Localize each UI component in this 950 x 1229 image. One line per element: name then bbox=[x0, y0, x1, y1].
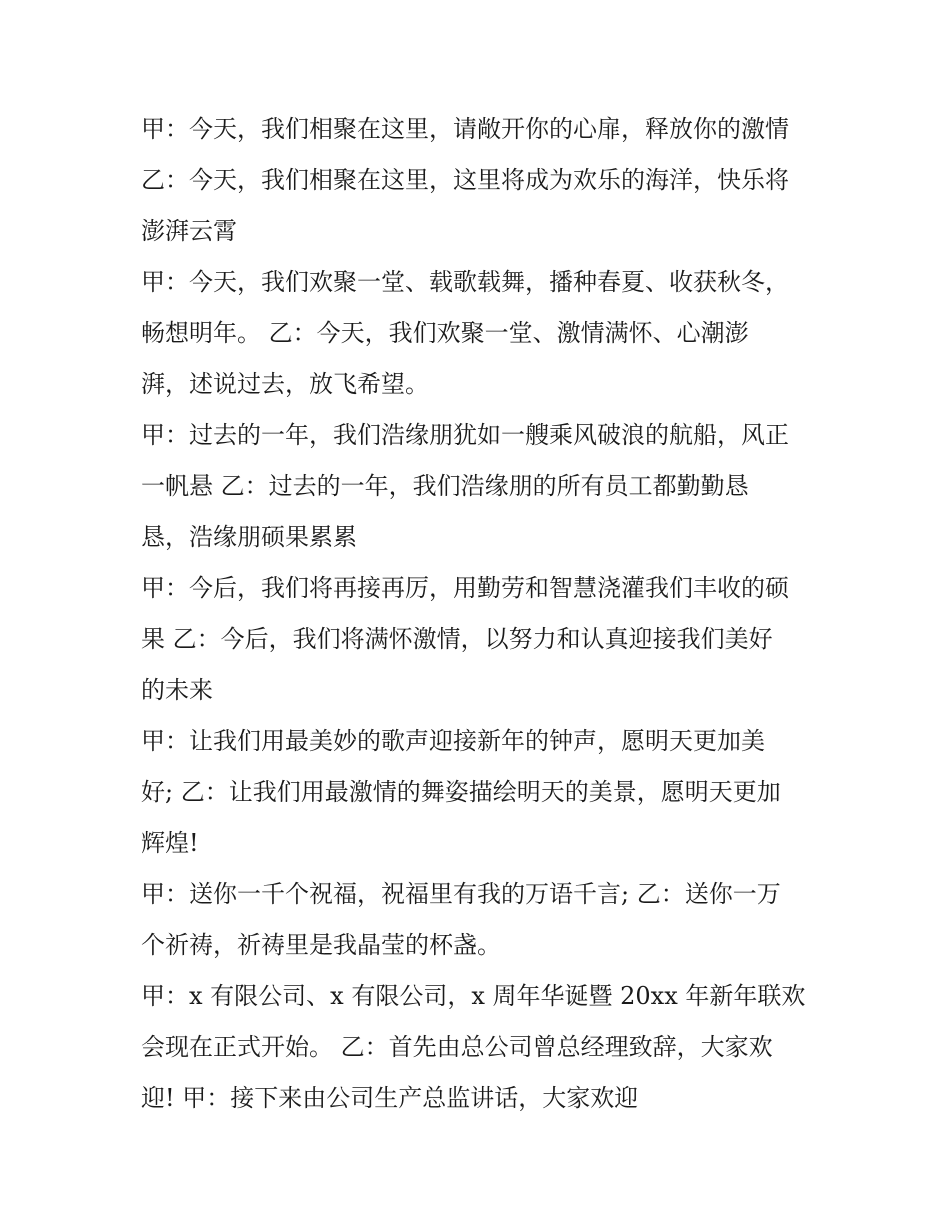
text-line: 一帆悬 乙：过去的一年，我们浩缘朋的所有员工都勤勤恳 bbox=[141, 472, 749, 500]
text-line: 果 乙：今后，我们将满怀激情，以努力和认真迎接我们美好 bbox=[141, 625, 773, 653]
text-line: 澎湃云霄 bbox=[141, 217, 237, 245]
text-line: 甲：今天，我们欢聚一堂、载歌载舞，播种春夏、收获秋冬， bbox=[141, 268, 789, 296]
text-line: 甲：今天，我们相聚在这里，请敞开你的心扉，释放你的激情 bbox=[141, 115, 789, 143]
text-line: 甲：过去的一年，我们浩缘朋犹如一艘乘风破浪的航船，风正 bbox=[141, 421, 789, 449]
dialogue-text bbox=[141, 104, 831, 1124]
text-line: 的未来 bbox=[141, 676, 213, 704]
text-line: 个祈祷，祈祷里是我晶莹的杯盏。 bbox=[141, 931, 501, 959]
text-line: 好; 乙：让我们用最激情的舞姿描绘明天的美景，愿明天更加 bbox=[141, 778, 781, 806]
text-line: 畅想明年。 乙：今天，我们欢聚一堂、激情满怀、心潮澎 bbox=[141, 319, 749, 347]
text-line: 迎! 甲：接下来由公司生产总监讲话，大家欢迎 bbox=[141, 1084, 639, 1112]
text-line: 辉煌! bbox=[141, 829, 199, 857]
text-line: 甲：让我们用最美妙的歌声迎接新年的钟声，愿明天更加美 bbox=[141, 727, 765, 755]
text-line: 会现在正式开始。 乙：首先由总公司曾总经理致辞，大家欢 bbox=[141, 1033, 773, 1061]
text-line: 湃，述说过去，放飞希望。 bbox=[141, 370, 429, 398]
text-line: 甲：送你一千个祝福，祝福里有我的万语千言; 乙：送你一万 bbox=[141, 880, 781, 908]
text-line: 甲：x 有限公司、x 有限公司，x 周年华诞暨 20xx 年新年联欢 bbox=[141, 982, 806, 1010]
text-line: 乙：今天，我们相聚在这里，这里将成为欢乐的海洋，快乐将 bbox=[141, 166, 789, 194]
text-line: 甲：今后，我们将再接再厉，用勤劳和智慧浇灌我们丰收的硕 bbox=[141, 574, 789, 602]
text-line: 恳，浩缘朋硕果累累 bbox=[141, 523, 357, 551]
